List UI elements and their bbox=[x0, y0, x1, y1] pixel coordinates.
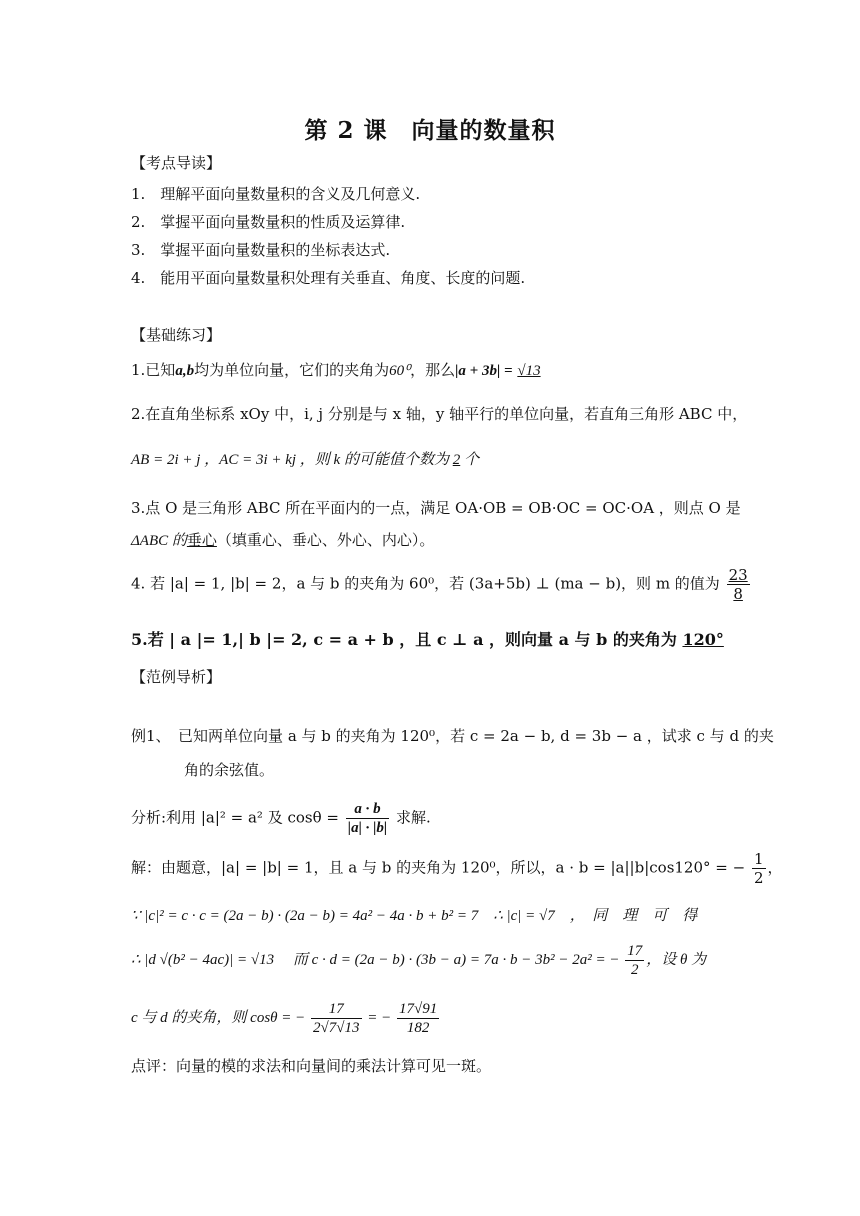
solution-line-1-numerator: 1 bbox=[753, 850, 764, 868]
analysis-fraction-numerator: a · b bbox=[346, 800, 389, 819]
guide-item-3: 3. 掌握平面向量数量积的坐标表达式. bbox=[131, 241, 391, 259]
solution-line-1-text: 解：由题意，|a| = |b| = 1，且 a 与 b 的夹角为 120⁰，所以，a · b = |a||b|cos120° = − bbox=[131, 858, 746, 877]
exercise-5-answer: 120° bbox=[682, 630, 724, 649]
exercise-2-line-2-text: AB = 2i + j ，AC = 3i + kj ，则 k 的可能值个数为 bbox=[131, 452, 453, 468]
exercise-1-mid2: ，那么 bbox=[410, 361, 456, 379]
exercise-1-prefix: 1.已知 bbox=[131, 361, 176, 379]
solution-line-3-denominator: 2 bbox=[631, 962, 639, 978]
exercise-1-angle: 60⁰ bbox=[389, 363, 411, 379]
exercise-4-answer-denominator: 8 bbox=[733, 585, 743, 603]
solution-line-3 bbox=[131, 942, 706, 979]
example-1-line-2: 角的余弦值。 bbox=[184, 761, 275, 779]
solution-line-4 bbox=[131, 1000, 441, 1037]
exercise-1-answer: √13 bbox=[517, 363, 541, 379]
analysis-suffix: 求解. bbox=[396, 808, 431, 827]
exercise-4-answer-numerator: 23 bbox=[728, 566, 748, 584]
section-basic-heading: 【基础练习】 bbox=[131, 326, 222, 344]
exercise-2-line-1: 2.在直角坐标系 xOy 中，i, j 分别是与 x 轴，y 轴平行的单位向量，若直角三角形 ABC 中， bbox=[131, 405, 748, 423]
exercise-3-line-2 bbox=[131, 530, 434, 551]
section-examples-heading: 【范例导析】 bbox=[131, 668, 222, 686]
exercise-2-line-2 bbox=[131, 450, 479, 470]
analysis-prefix: 分析:利用 |a|² = a² 及 cosθ = bbox=[131, 808, 339, 827]
exercise-4-text: 4. 若 |a| = 1, |b| = 2，a 与 b 的夹角为 60⁰，若 (3a+5b) ⊥ (ma − b)，则 m 的值为 bbox=[131, 574, 720, 593]
solution-line-3-fraction bbox=[625, 942, 644, 979]
exercise-3-triangle: ΔABC 的 bbox=[131, 533, 187, 549]
guide-item-1: 1. 理解平面向量数量积的含义及几何意义. bbox=[131, 185, 421, 203]
guide-item-4: 4. 能用平面向量数量积处理有关垂直、角度、长度的问题. bbox=[131, 269, 526, 287]
solution-line-4-numerator-1: 17 bbox=[311, 1000, 361, 1019]
solution-line-4-denominator-2: 182 bbox=[406, 1020, 430, 1036]
exercise-1 bbox=[131, 360, 541, 381]
section-guide-heading: 【考点导读】 bbox=[131, 154, 222, 172]
solution-line-3-text: ∴ |d √(b² − 4ac)| = √13 而 c · d = (2a − b) · (3b − a) = 7a · b − 3b² − 2a² = − bbox=[131, 951, 620, 968]
solution-line-1-fraction bbox=[752, 850, 766, 887]
solution-line-4-text: c 与 d 的夹角，则 cosθ = − bbox=[131, 1009, 306, 1026]
exercise-5 bbox=[131, 630, 724, 650]
example-analysis bbox=[131, 800, 431, 837]
exercise-1-ab: a,b bbox=[175, 363, 195, 379]
exercise-3-line-1: 3.点 O 是三角形 ABC 所在平面内的一点，满足 OA·OB = OB·OC = OC·OA ，则点 O 是 bbox=[131, 499, 741, 517]
solution-line-1-denominator: 2 bbox=[753, 869, 764, 887]
exercise-5-text: 5.若 | a |= 1,| b |= 2, c = a + b ，且 c ⊥ a ，则向量 a 与 b 的夹角为 bbox=[131, 630, 683, 649]
exercise-4 bbox=[131, 566, 752, 603]
analysis-fraction bbox=[346, 800, 389, 837]
solution-line-3-suffix: ，设 θ 为 bbox=[646, 951, 707, 968]
solution-line-4-numerator-2: 17√91 bbox=[399, 1001, 438, 1017]
solution-line-1-suffix: ， bbox=[767, 858, 783, 877]
solution-line-4-equals: = − bbox=[367, 1009, 392, 1026]
solution-line-4-fraction-1 bbox=[311, 1000, 361, 1037]
exercise-1-expr: |a + 3b| = bbox=[455, 363, 513, 379]
exercise-2-tail: 个 bbox=[460, 452, 479, 468]
exercise-4-answer bbox=[727, 566, 750, 603]
exercise-3-hint: （填重心、垂心、外心、内心）。 bbox=[216, 531, 435, 549]
page-title: 第 2 课 向量的数量积 bbox=[304, 117, 556, 144]
solution-line-4-denominator-1: 2√7√13 bbox=[313, 1020, 360, 1036]
exercise-3-answer: 垂心 bbox=[186, 531, 217, 549]
example-1-line-1: 例1、 已知两单位向量 a 与 b 的夹角为 120⁰，若 c = 2a − b, d = 3b − a ，试求 c 与 d 的夹 bbox=[131, 727, 774, 745]
solution-line-4-fraction-2 bbox=[397, 1000, 439, 1037]
solution-line-3-numerator: 17 bbox=[627, 943, 643, 959]
solution-line-2: ∵ |c|² = c · c = (2a − b) · (2a − b) = 4a² − 4a · b + b² = 7 ∴ |c| = √7 ， 同 理 可 得 bbox=[131, 908, 698, 924]
exercise-2-answer: 2 bbox=[452, 452, 461, 468]
solution-line-1 bbox=[131, 850, 783, 887]
example-comment: 点评：向量的模的求法和向量间的乘法计算可见一斑。 bbox=[131, 1057, 492, 1075]
analysis-fraction-denominator: |a| · |b| bbox=[347, 820, 388, 836]
exercise-1-mid: 均为单位向量，它们的夹角为 bbox=[194, 361, 390, 379]
guide-item-2: 2. 掌握平面向量数量积的性质及运算律. bbox=[131, 213, 406, 231]
